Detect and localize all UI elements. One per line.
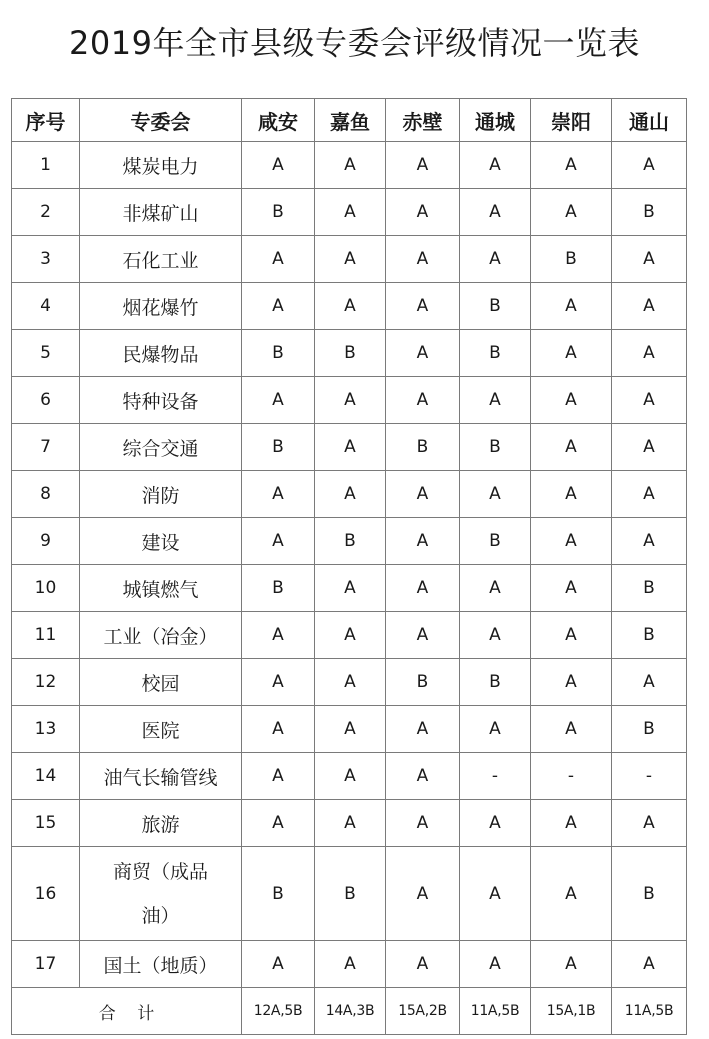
grade-cell: A: [460, 471, 531, 518]
committee-name: 工业（冶金）: [80, 612, 242, 659]
grade-cell: A: [531, 518, 612, 565]
committee-name: 校园: [80, 659, 242, 706]
grade-cell: B: [242, 847, 315, 941]
grade-cell: -: [531, 753, 612, 800]
table-row: [12, 847, 687, 941]
committee-name: 民爆物品: [80, 330, 242, 377]
grade-cell: B: [386, 424, 460, 471]
grade-cell: A: [386, 941, 460, 988]
grade-cell: A: [315, 471, 386, 518]
row-number: 9: [12, 518, 80, 565]
grade-cell: A: [386, 330, 460, 377]
grade-cell: B: [460, 659, 531, 706]
grade-cell: -: [460, 753, 531, 800]
grade-cell: B: [242, 565, 315, 612]
grade-cell: A: [242, 941, 315, 988]
committee-name-line: 商贸（成品: [112, 860, 208, 883]
grade-cell: B: [460, 283, 531, 330]
table-row: [12, 518, 687, 565]
grade-cell: A: [531, 659, 612, 706]
grade-cell: A: [612, 659, 687, 706]
grade-cell: A: [612, 142, 687, 189]
grade-cell: A: [315, 283, 386, 330]
committee-name: 城镇燃气: [80, 565, 242, 612]
table-row: [12, 283, 687, 330]
grade-cell: A: [386, 753, 460, 800]
grade-cell: B: [315, 330, 386, 377]
grade-cell: B: [315, 518, 386, 565]
grade-cell: B: [242, 330, 315, 377]
grade-cell: A: [531, 847, 612, 941]
row-number: 10: [12, 565, 80, 612]
table-row: [12, 424, 687, 471]
grade-cell: A: [531, 565, 612, 612]
grade-cell: A: [612, 424, 687, 471]
grade-cell: B: [242, 189, 315, 236]
table-row: [12, 377, 687, 424]
grade-cell: A: [612, 471, 687, 518]
grade-cell: A: [386, 189, 460, 236]
grade-cell: A: [315, 565, 386, 612]
grade-cell: A: [315, 941, 386, 988]
grade-cell: A: [315, 706, 386, 753]
table-row: [12, 565, 687, 612]
grade-cell: B: [460, 330, 531, 377]
row-number: 6: [12, 377, 80, 424]
grade-cell: A: [612, 236, 687, 283]
grade-cell: A: [242, 471, 315, 518]
total-label: 合 计: [12, 988, 242, 1035]
grade-cell: A: [531, 424, 612, 471]
header-cell: 崇阳: [531, 99, 612, 142]
grade-cell: A: [242, 800, 315, 847]
grade-cell: A: [612, 941, 687, 988]
committee-name: 非煤矿山: [80, 189, 242, 236]
table-row: [12, 471, 687, 518]
grade-cell: A: [460, 847, 531, 941]
committee-name: 煤炭电力: [80, 142, 242, 189]
grade-cell: A: [315, 753, 386, 800]
committee-name: 特种设备: [80, 377, 242, 424]
row-number: 15: [12, 800, 80, 847]
grade-cell: B: [315, 847, 386, 941]
grade-cell: A: [612, 800, 687, 847]
total-cell: 14A,3B: [315, 988, 386, 1035]
row-number: 5: [12, 330, 80, 377]
grade-cell: A: [460, 612, 531, 659]
grade-cell: A: [315, 142, 386, 189]
grade-cell: A: [460, 941, 531, 988]
table-row: [12, 142, 687, 189]
grade-cell: A: [386, 471, 460, 518]
table-row: [12, 612, 687, 659]
header-row: [12, 99, 687, 142]
grade-cell: A: [386, 518, 460, 565]
header-cell: 序号: [12, 99, 80, 142]
grade-cell: A: [612, 518, 687, 565]
committee-name: 烟花爆竹: [80, 283, 242, 330]
total-cell: 12A,5B: [242, 988, 315, 1035]
grade-cell: A: [460, 236, 531, 283]
grade-cell: B: [242, 424, 315, 471]
committee-name: 综合交通: [80, 424, 242, 471]
grade-cell: A: [386, 142, 460, 189]
grade-cell: A: [531, 377, 612, 424]
grade-cell: A: [612, 283, 687, 330]
page-title: 2019年全市县级专委会评级情况一览表: [69, 24, 640, 62]
grade-cell: B: [612, 612, 687, 659]
rating-table: [11, 98, 687, 1035]
grade-cell: A: [460, 189, 531, 236]
grade-cell: A: [612, 377, 687, 424]
grade-cell: B: [531, 236, 612, 283]
grade-cell: A: [386, 612, 460, 659]
committee-name-line: 油）: [141, 904, 180, 927]
grade-cell: A: [386, 377, 460, 424]
committee-name: 油气长输管线: [80, 753, 242, 800]
row-number: 13: [12, 706, 80, 753]
grade-cell: A: [612, 330, 687, 377]
committee-name: 医院: [80, 706, 242, 753]
grade-cell: B: [612, 706, 687, 753]
grade-cell: A: [315, 800, 386, 847]
grade-cell: A: [315, 377, 386, 424]
grade-cell: A: [531, 189, 612, 236]
grade-cell: -: [612, 753, 687, 800]
header-cell: 通城: [460, 99, 531, 142]
grade-cell: A: [386, 800, 460, 847]
header-cell: 通山: [612, 99, 687, 142]
total-cell: 11A,5B: [460, 988, 531, 1035]
committee-name: 旅游: [80, 800, 242, 847]
grade-cell: A: [460, 706, 531, 753]
grade-cell: A: [315, 189, 386, 236]
grade-cell: A: [531, 142, 612, 189]
grade-cell: B: [460, 518, 531, 565]
grade-cell: A: [531, 941, 612, 988]
grade-cell: B: [612, 847, 687, 941]
grade-cell: B: [612, 189, 687, 236]
row-number: 2: [12, 189, 80, 236]
table-row: [12, 706, 687, 753]
grade-cell: B: [612, 565, 687, 612]
committee-name: 建设: [80, 518, 242, 565]
grade-cell: A: [460, 800, 531, 847]
grade-cell: A: [242, 518, 315, 565]
committee-name: 国土（地质）: [80, 941, 242, 988]
grade-cell: A: [315, 612, 386, 659]
grade-cell: A: [242, 142, 315, 189]
row-number: 11: [12, 612, 80, 659]
grade-cell: A: [386, 565, 460, 612]
grade-cell: A: [531, 330, 612, 377]
table-row: [12, 236, 687, 283]
row-number: 1: [12, 142, 80, 189]
grade-cell: A: [460, 377, 531, 424]
row-number: 4: [12, 283, 80, 330]
grade-cell: A: [242, 377, 315, 424]
grade-cell: A: [386, 847, 460, 941]
grade-cell: A: [386, 236, 460, 283]
header-cell: 嘉鱼: [315, 99, 386, 142]
grade-cell: A: [531, 800, 612, 847]
committee-name: [80, 847, 242, 941]
table-row: [12, 330, 687, 377]
grade-cell: A: [386, 283, 460, 330]
total-row: [12, 988, 687, 1035]
grade-cell: A: [242, 236, 315, 283]
row-number: 12: [12, 659, 80, 706]
grade-cell: A: [460, 565, 531, 612]
row-number: 7: [12, 424, 80, 471]
grade-cell: A: [242, 612, 315, 659]
grade-cell: A: [531, 612, 612, 659]
committee-name: 消防: [80, 471, 242, 518]
committee-name: 石化工业: [80, 236, 242, 283]
grade-cell: A: [460, 142, 531, 189]
row-number: 16: [12, 847, 80, 941]
total-cell: 15A,2B: [386, 988, 460, 1035]
grade-cell: A: [386, 706, 460, 753]
grade-cell: A: [315, 236, 386, 283]
row-number: 14: [12, 753, 80, 800]
grade-cell: A: [315, 424, 386, 471]
table-row: [12, 659, 687, 706]
grade-cell: B: [386, 659, 460, 706]
table-row: [12, 800, 687, 847]
row-number: 3: [12, 236, 80, 283]
grade-cell: A: [242, 659, 315, 706]
grade-cell: A: [242, 706, 315, 753]
table-row: [12, 189, 687, 236]
grade-cell: A: [242, 753, 315, 800]
header-cell: 专委会: [80, 99, 242, 142]
table-row: [12, 753, 687, 800]
total-cell: 11A,5B: [612, 988, 687, 1035]
grade-cell: A: [531, 706, 612, 753]
row-number: 17: [12, 941, 80, 988]
table-row: [12, 941, 687, 988]
header-cell: 赤壁: [386, 99, 460, 142]
header-cell: 咸安: [242, 99, 315, 142]
grade-cell: A: [531, 471, 612, 518]
total-cell: 15A,1B: [531, 988, 612, 1035]
grade-cell: A: [315, 659, 386, 706]
row-number: 8: [12, 471, 80, 518]
grade-cell: A: [531, 283, 612, 330]
grade-cell: A: [242, 283, 315, 330]
grade-cell: B: [460, 424, 531, 471]
